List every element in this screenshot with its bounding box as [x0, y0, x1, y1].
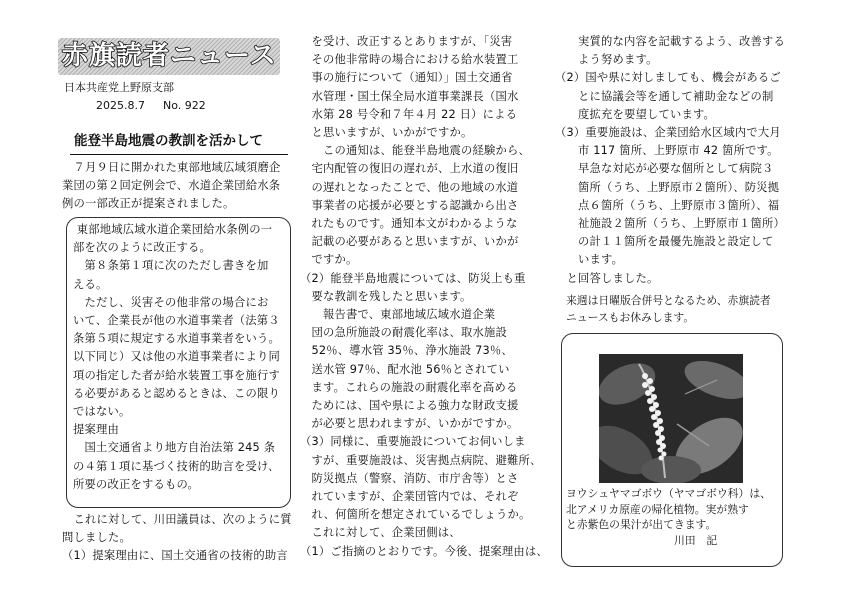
- article-column-2: を受け、改正するとありますが、「災害 その他非常時の場合における給水装置工 事の施行について（通知）」国土交通省 水管理・国土保全局水道事業課長（国水 水第 28 号令和７年４月 22 日）による と思いますが、いかがですか。 この通知は、能登半島地震の経験から、 宅内配管の復旧の遅れが、上水道の復旧 の遅れとなったことで、他の地域の水道 事業者の応援が必要とする認識から出さ れたものです。通知本文がわかるような 記載の必要があると思いますが、いかが ですか。 （2）能登半島地震については、防災上も重 要な教訓を残したと思います。 報告書で、東部地域広域水道企業 団の急所施設の耐震化率は、取水施設 52％、導水管 35％、浄水施設 73％、 送水管 97％、配水池 56％とされてい ます。これらの施設の耐震化率を高める ためには、国や県による強力な財政支援 が必要と思われますが、いかがですか。 （3）同様に、重要施設についてお伺いしま すが、重要施設は、災害拠点病院、避難所、 防災拠点（警察、消防、市庁舎等）とさ れていますが、企業団管内では、それぞ れ、何箇所を想定されているでしょうか。 これに対して、企業団側は、 （1）ご指摘のとおりです。今後、提案理由は、: [300, 35, 548, 558]
- masthead-banner: [58, 38, 280, 75]
- photo-caption: ヨウシュヤマゴボウ（ヤマゴボウ科）は、 北アメリカ原産の帰化植物。実が熟す と赤紫色の果汁が出てきます。 川田 記: [566, 487, 771, 547]
- issue-info: [96, 99, 206, 113]
- masthead-title: 赤旗読者ニュース: [62, 41, 277, 71]
- amendment-text: 東部地域広域水道企業団給水条例の一 部を次のように改正する。 第８条第１項に次のただし書きを加 える。 ただし、災害その他非常の場合にお いて、企業長が他の水道事業者（法第３ 条第５項に規定する水道事業者をいう。 以下同じ）又は他の水道事業者により同 項の指定した者が給水装置工事を施行す る必要があると認めるときは、この限り ではない。 提案理由 国土交通省より地方自治法第 245 条 の４第１項に基づく技術的助言を受け、 所要の改正をするもの。: [73, 223, 280, 491]
- question-intro: これに対して、川田議員は、次のように質 問しました。 （1）提案理由に、国土交通省の技術的助言: [62, 513, 292, 563]
- holiday-notice: 来週は日曜版合併号となるため、赤旗読者 ニュースもお休みします。: [566, 294, 771, 324]
- issue-number: No. 922: [162, 99, 206, 112]
- headline-underline: [70, 154, 288, 155]
- article-column-3: 実質的な内容を記載するよう、改善する よう努めます。 （2）国や県に対しましても、機会があるご とに協議会等を通して補助金などの制 度拡充を要望しています。 （3）重要施設は、企業団給水区域内で大月 市 117 箇所、上野原市 42 箇所です。 早急な対応が必要な個所として病院３ 箇所（うち、上野原市２箇所）、防災拠 点６箇所（うち、上野原市３箇所）、福 祉施設２箇所（うち、上野原市１箇所） の計１１箇所を最優先施設と設定して います。 と回答しました。: [555, 35, 785, 285]
- pokeweed-plant-illustration: [599, 354, 743, 483]
- publisher-name: 日本共産党上野原支部: [64, 81, 174, 94]
- pokeweed-photo: [599, 354, 743, 483]
- issue-date: 2025.8.7: [96, 99, 145, 112]
- article-headline: 能登半島地震の教訓を活かして: [74, 133, 263, 149]
- article-lead: ７月９日に開かれた東部地域広域須磨企 業団の第２回定例会で、水道企業団給水条 例の一部改正が提案されました。: [62, 161, 281, 211]
